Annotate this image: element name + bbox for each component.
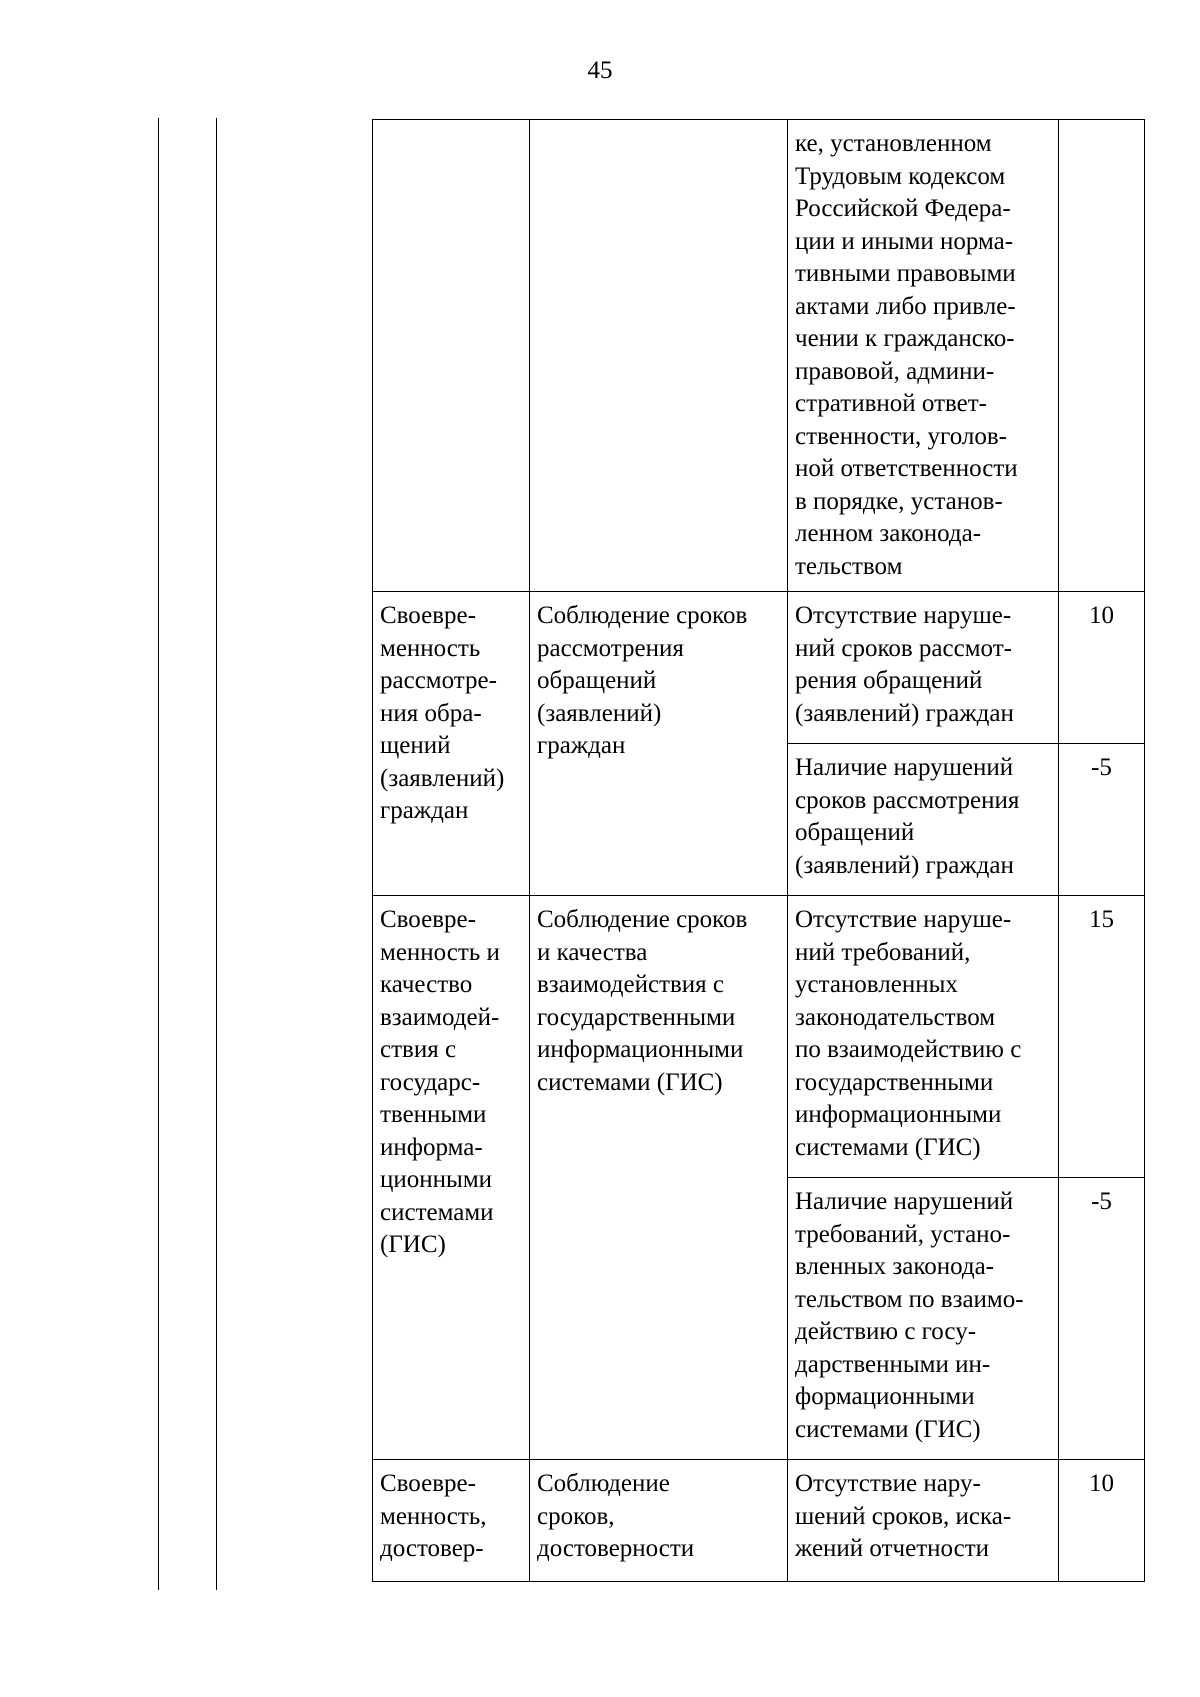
- margin-line-right: [216, 118, 217, 1590]
- condition-cell: [788, 120, 1059, 592]
- condition-line: правовой, админи-: [795, 357, 995, 385]
- criteria-table: [372, 119, 1145, 1582]
- score-cell: [1059, 120, 1145, 592]
- condition-line: тельством: [795, 552, 903, 580]
- condition-cell: Отсутствие наруше- ний требований, установленных законодательством по взаимодействию с государственными информационными системами (ГИС): [788, 896, 1059, 1178]
- table-row: [373, 1460, 1145, 1582]
- indicator-cell: [530, 120, 788, 592]
- indicator-cell: Соблюдение сроков, достоверности: [530, 1460, 788, 1582]
- table-row: [373, 896, 1145, 1178]
- indicator-cell: Соблюдение сроков и качества взаимодействия с государственными информационными системами (ГИС): [530, 896, 788, 1460]
- table-row: [373, 120, 1145, 592]
- condition-line: Трудовым кодексом: [795, 162, 1006, 190]
- page-number: 45: [587, 57, 613, 84]
- condition-line: актами либо привле-: [795, 292, 1016, 320]
- score-cell: 15: [1059, 896, 1145, 1178]
- criterion-name-cell: [373, 120, 530, 592]
- score-cell: -5: [1059, 1178, 1145, 1460]
- margin-line-left: [158, 118, 159, 1590]
- condition-line: ке, установленном: [795, 130, 992, 157]
- score-cell: 10: [1059, 592, 1145, 744]
- condition-cell: Отсутствие наруше- ний сроков рассмот- рения обращений (заявлений) граждан: [788, 592, 1059, 744]
- indicator-cell: Соблюдение сроков рассмотрения обращений (заявлений) граждан: [530, 592, 788, 896]
- condition-cell: Наличие нарушений сроков рассмотрения обращений (заявлений) граждан: [788, 744, 1059, 896]
- criterion-name-cell: Своевре- менность рассмотре- ния обра- щений (заявлений) граждан: [373, 592, 530, 896]
- condition-line: Российской Федера-: [795, 195, 1011, 222]
- table-row: [373, 592, 1145, 744]
- condition-line: ленном законода-: [795, 520, 982, 547]
- condition-cell: Отсутствие нару- шений сроков, иска- жений отчетности: [788, 1460, 1059, 1582]
- condition-line: тивными правовыми: [795, 260, 1016, 287]
- condition-line: стративной ответ-: [795, 390, 987, 417]
- criterion-name-cell: Своевре- менность, достовер-: [373, 1460, 530, 1582]
- condition-line: ственности, уголов-: [795, 422, 1007, 450]
- condition-line: ной ответственности: [795, 455, 1018, 482]
- score-cell: -5: [1059, 744, 1145, 896]
- criterion-name-cell: Своевре- менность и качество взаимодей- ствия с государс- твенными информа- ционными системами (ГИС): [373, 896, 530, 1460]
- condition-line: ции и иными норма-: [795, 227, 1014, 255]
- condition-line: в порядке, установ-: [795, 487, 1003, 515]
- condition-cell: Наличие нарушений требований, устано- вленных законода- тельством по взаимо- действию с госу- дарственными ин- формационными системами (ГИС): [788, 1178, 1059, 1460]
- condition-line: чении к гражданско-: [795, 325, 1015, 352]
- score-cell: 10: [1059, 1460, 1145, 1582]
